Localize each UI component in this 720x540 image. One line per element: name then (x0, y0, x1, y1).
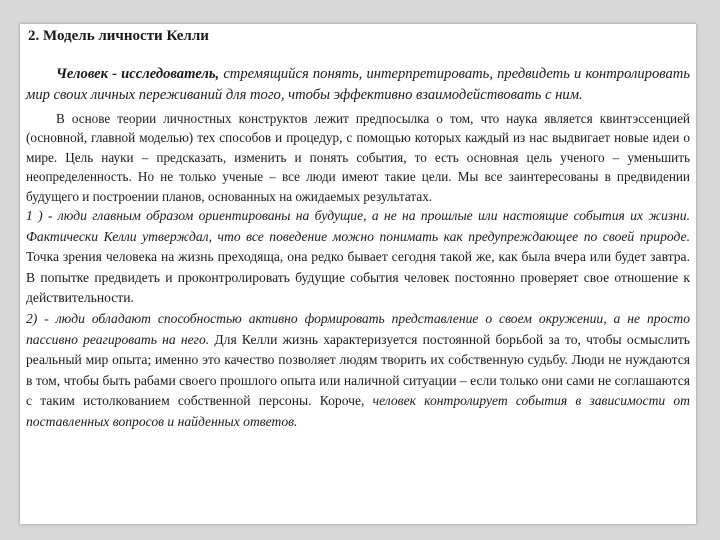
document-page (20, 24, 696, 524)
definition-lead: Человек - исследователь, (56, 66, 220, 82)
point-two-paragraph (26, 309, 690, 433)
point-one-paragraph (26, 206, 690, 309)
point-one-text: Точка зрения человека на жизнь преходяща, она редко бывает сегодня такой же, как была вчера или будет завтра. В попытке предвидеть и проконтролировать будущие события человек постоянно проверяет свое отношение к действительности. (26, 249, 690, 306)
section-title: 2. Модель личности Келли (28, 28, 209, 44)
definition-text: стремящийся понять, интерпретировать, предвидеть и контролировать мир своих личных переживаний для того, чтобы эффективно взаимодействовать с ним. (26, 66, 690, 103)
point-two-text: Для Келли жизнь характеризуется постоянной борьбой за то, чтобы осмыслить реальный мир опыта; именно это качество позволяет людям творить их собственную судьбу. Люди не нуждаются в том, чтобы быть рабами своего прошлого опыта или наличной ситуации – если только они сами не соглашаются с таким истолкованием собственной персоны. Короче, (26, 331, 690, 409)
point-one-thesis: 1 ) - люди главным образом ориентированы на будущие, а не на прошлые или настоящие события их жизни. Фактически Келли утверждал, что все поведение можно понимать как предупреждающее по своей природе. (26, 208, 690, 244)
point-two-conclusion: человек контролирует события в зависимости от поставленных вопросов и найденных ответов. (26, 393, 690, 429)
theory-paragraph: В основе теории личностных конструктов лежит предпосылка о том, что наука является квинтэссенцией (основной, главной моделью) тех способов и процедур, с помощью которых каждый из нас выдвигает новые идеи о мире. Цель науки – предсказать, изменить и понять события, то есть основная цель ученого – уменьшить неопределенность. Но не только ученые – все люди имеют такие цели. Мы все заинтересованы в предвидении будущего и построении планов, основанных на ожидаемых результатах. (26, 111, 690, 204)
definition-paragraph (26, 64, 690, 106)
point-two-thesis: 2) - люди обладают способностью активно формировать представление о своем окружении, а не просто пассивно реагировать на него. (26, 311, 690, 347)
